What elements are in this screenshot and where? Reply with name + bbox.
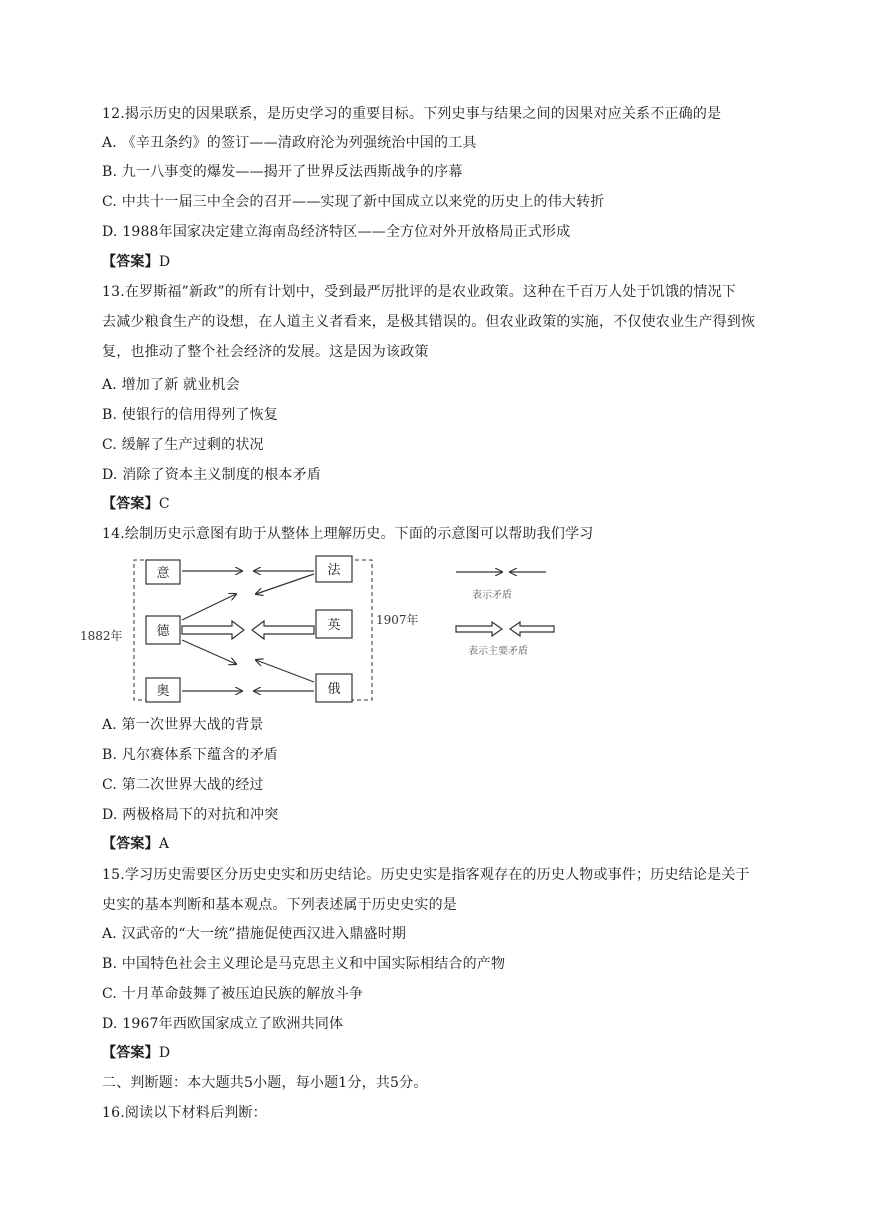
- q12-answer: [102, 253, 170, 271]
- arrow-germany-russia-b: [256, 660, 314, 682]
- legend-thick-label: 表示主要矛盾: [468, 646, 528, 657]
- country-britain: 英: [327, 618, 341, 633]
- q15-stem-line-1: 15.学习历史需要区分历史史实和历史结论。历史史实是指客观存在的历史人物或事件；历史结论是关于: [102, 867, 750, 883]
- country-germany: 德: [156, 624, 170, 639]
- q15-answer-value: D: [158, 1045, 171, 1061]
- q15-option-a: A. 汉武帝的“大一统”措施促使西汉进入鼎盛时期: [102, 926, 407, 942]
- q13-answer-label: 【答案】: [102, 496, 159, 512]
- country-russia: 俄: [327, 682, 341, 697]
- country-italy: 意: [156, 566, 170, 581]
- country-austria: 奥: [156, 684, 170, 699]
- arrow-germany-russia-a: [182, 640, 236, 664]
- arrow-germany-france-a: [182, 594, 236, 620]
- q15-option-b: B. 中国特色社会主义理论是马克思主义和中国实际相结合的产物: [102, 956, 506, 972]
- q14-answer: [102, 835, 169, 853]
- q15-option-d: D. 1967年西欧国家成立了欧洲共同体: [102, 1016, 344, 1032]
- q12-option-a: A. 《辛丑条约》的签订——清政府沦为列强统治中国的工具: [102, 135, 477, 151]
- legend-thick-arrow-b: [510, 622, 554, 636]
- q15-option-c: C. 十月革命鼓舞了被压迫民族的解放斗争: [102, 986, 364, 1002]
- q13-option-c: C. 缓解了生产过剩的状况: [102, 437, 264, 453]
- q14-answer-value: A: [158, 836, 170, 852]
- q14-diagram: [76, 552, 576, 712]
- q16-stem: 16.阅读以下材料后判断：: [102, 1105, 267, 1121]
- q12-option-d: D. 1988年国家决定建立海南岛经济特区——全方位对外开放格局正式形成: [102, 224, 571, 240]
- thick-arrow-germany-britain-a: [182, 621, 244, 639]
- q14-option-c: C. 第二次世界大战的经过: [102, 777, 264, 793]
- q12-option-b: B. 九一八事变的爆发——揭开了世界反法西斯战争的序幕: [102, 164, 463, 180]
- legend-thick-arrow-a: [456, 622, 502, 636]
- thick-arrow-germany-britain-b: [252, 621, 314, 639]
- q15-answer: [102, 1044, 170, 1062]
- q14-stem: 14.绘制历史示意图有助于从整体上理解历史。下面的示意图可以帮助我们学习: [102, 526, 594, 542]
- q14-option-b: B. 凡尔赛体系下蕴含的矛盾: [102, 747, 278, 763]
- q15-answer-label: 【答案】: [102, 1045, 159, 1061]
- q12-answer-value: D: [158, 254, 171, 270]
- q13-option-a: A. 增加了新 就业机会: [102, 377, 240, 393]
- legend-thin-label: 表示矛盾: [472, 590, 512, 601]
- q13-option-d: D. 消除了资本主义制度的根本矛盾: [102, 467, 322, 483]
- q12-answer-label: 【答案】: [102, 254, 159, 270]
- q12-option-c: C. 中共十一届三中全会的召开——实现了新中国成立以来党的历史上的伟大转折: [102, 194, 605, 210]
- q13-answer-value: C: [158, 496, 170, 512]
- q13-stem-line-2: 去减少粮食生产的设想，在人道主义者看来，是极其错误的。但农业政策的实施，不仅使农业生产得到恢: [102, 314, 756, 330]
- section-2-title: 二、判断题：本大题共5小题，每小题1分，共5分。: [102, 1075, 428, 1091]
- arrow-germany-france-b: [256, 574, 314, 594]
- q14-answer-label: 【答案】: [102, 836, 159, 852]
- q13-option-b: B. 使银行的信用得列了恢复: [102, 407, 278, 423]
- q12-stem: 12.揭示历史的因果联系，是历史学习的重要目标。下列史事与结果之间的因果对应关系不正确的是: [102, 106, 722, 122]
- q15-stem-line-2: 史实的基本判断和基本观点。下列表述属于历史史实的是: [102, 897, 457, 913]
- q14-option-a: A. 第一次世界大战的背景: [102, 717, 264, 733]
- right-year-label: 1907年: [376, 613, 419, 627]
- left-year-label: 1882年: [80, 629, 123, 643]
- q14-option-d: D. 两极格局下的对抗和冲突: [102, 807, 279, 823]
- q13-answer: [102, 495, 170, 513]
- q13-stem-line-3: 复，也推动了整个社会经济的发展。这是因为该政策: [102, 344, 429, 360]
- country-france: 法: [327, 563, 341, 578]
- q13-stem-line-1: 13.在罗斯福”新政”的所有计划中，受到最严厉批评的是农业政策。这种在千百万人处于饥饿的情况下: [102, 284, 736, 300]
